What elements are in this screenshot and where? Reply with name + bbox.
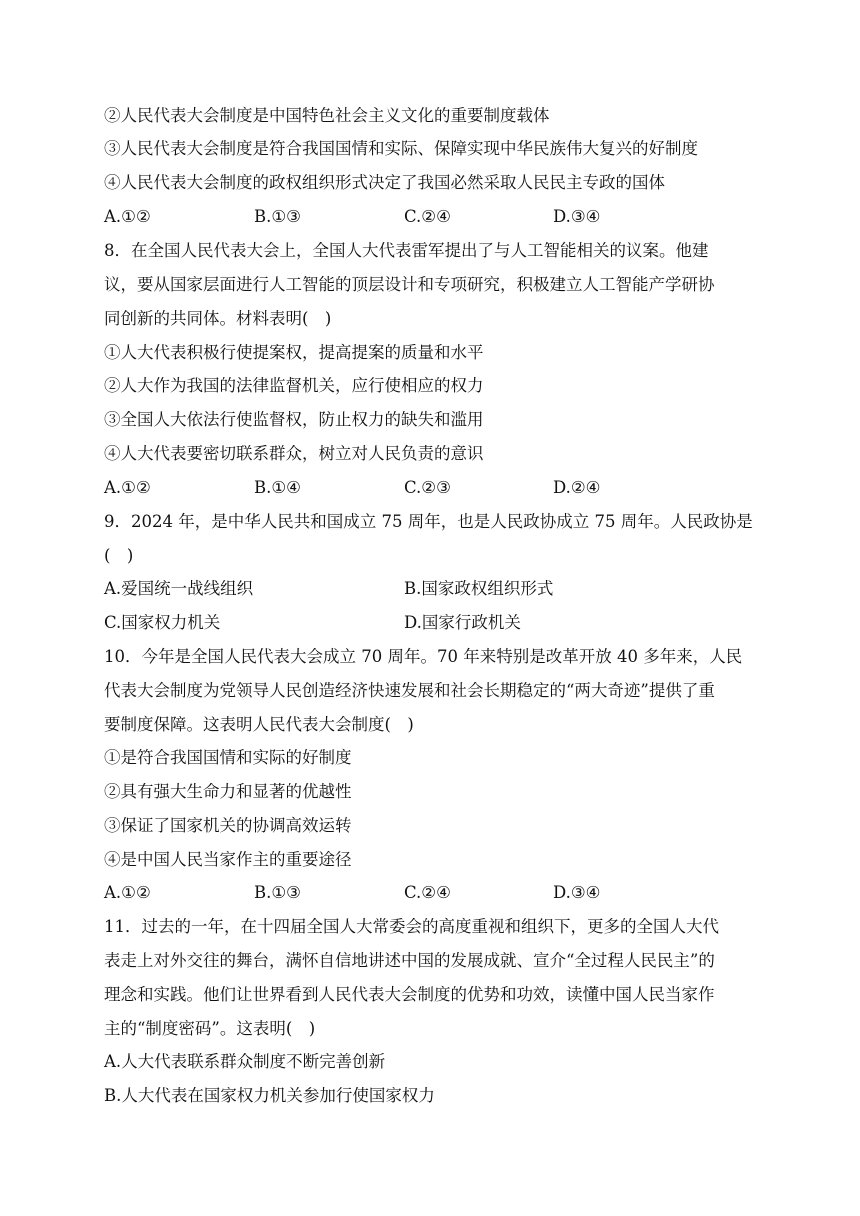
q10-stem-line-3: 要制度保障。这表明人民代表大会制度( )	[104, 715, 414, 734]
q7-item-4: ④人民代表大会制度的政权组织形式决定了我国必然采取人民民主专政的国体	[104, 173, 665, 192]
q8-item-4: ④人大代表要密切联系群众，树立对人民负责的意识	[104, 444, 484, 463]
q8-stem-line-1: 8．在全国人民代表大会上，全国人大代表雷军提出了与人工智能相关的议案。他建	[104, 241, 709, 260]
q10-item-4: ④是中国人民当家作主的重要途径	[104, 850, 352, 869]
q10-stem-line-1: 10．今年是全国人民代表大会成立 70 周年。70 年来特别是改革开放 40 多年来，人民	[104, 647, 743, 666]
q11-stem-line-3: 理念和实践。他们让世界看到人民代表大会制度的优势和功效，读懂中国人民当家作	[104, 985, 715, 1004]
q9-option-c: C.国家权力机关	[104, 613, 221, 632]
q9-stem-line-1: 9．2024 年，是中华人民共和国成立 75 周年，也是人民政协成立 75 周年。人民政协是	[104, 512, 753, 531]
q11-option-b: B.人大代表在国家权力机关参加行使国家权力	[104, 1086, 435, 1105]
q7-item-3: ③人民代表大会制度是符合我国国情和实际、保障实现中华民族伟大复兴的好制度	[104, 139, 698, 158]
q10-option-b: B.①③	[254, 883, 301, 902]
q8-item-2: ②人大作为我国的法律监督机关，应行使相应的权力	[104, 376, 484, 395]
q10-option-d: D.③④	[553, 883, 601, 902]
q8-item-1: ①人大代表积极行使提案权，提高提案的质量和水平	[104, 343, 484, 362]
q9-option-a: A.爱国统一战线组织	[104, 579, 254, 598]
q11-option-a: A.人大代表联系群众制度不断完善创新	[104, 1052, 386, 1071]
q10-item-3: ③保证了国家机关的协调高效运转	[104, 816, 352, 835]
q10-stem-line-2: 代表大会制度为党领导人民创造经济快速发展和社会长期稳定的“两大奇迹”提供了重	[104, 681, 715, 700]
q7-option-c: C.②④	[404, 207, 451, 226]
q11-stem-line-4: 主的“制度密码”。这表明( )	[104, 1019, 316, 1038]
q11-stem-line-1: 11．过去的一年，在十四届全国人大常委会的高度重视和组织下，更多的全国人大代	[104, 917, 719, 936]
q11-stem-line-2: 表走上对外交往的舞台，满怀自信地讲述中国的发展成就、宣介“全过程人民民主”的	[104, 951, 715, 970]
q8-option-b: B.①④	[254, 478, 301, 497]
q7-option-b: B.①③	[254, 207, 301, 226]
q8-stem-line-3: 同创新的共同体。材料表明( )	[104, 309, 332, 328]
q8-stem-line-2: 议，要从国家层面进行人工智能的顶层设计和专项研究，积极建立人工智能产学研协	[104, 275, 715, 294]
q10-option-a: A.①②	[104, 883, 151, 902]
q9-option-b: B.国家政权组织形式	[404, 579, 554, 598]
q9-option-d: D.国家行政机关	[404, 613, 521, 632]
q10-item-2: ②具有强大生命力和显著的优越性	[104, 782, 352, 801]
q7-option-d: D.③④	[553, 207, 601, 226]
q8-option-d: D.②④	[553, 478, 601, 497]
q7-option-a: A.①②	[104, 207, 151, 226]
q10-option-c: C.②④	[404, 883, 451, 902]
q7-item-2: ②人民代表大会制度是中国特色社会主义文化的重要制度载体	[104, 106, 550, 125]
q9-stem-line-2: ( )	[104, 546, 134, 565]
q10-item-1: ①是符合我国国情和实际的好制度	[104, 748, 352, 767]
q8-option-c: C.②③	[404, 478, 451, 497]
q8-item-3: ③全国人大依法行使监督权，防止权力的缺失和滥用	[104, 410, 484, 429]
q8-option-a: A.①②	[104, 478, 151, 497]
